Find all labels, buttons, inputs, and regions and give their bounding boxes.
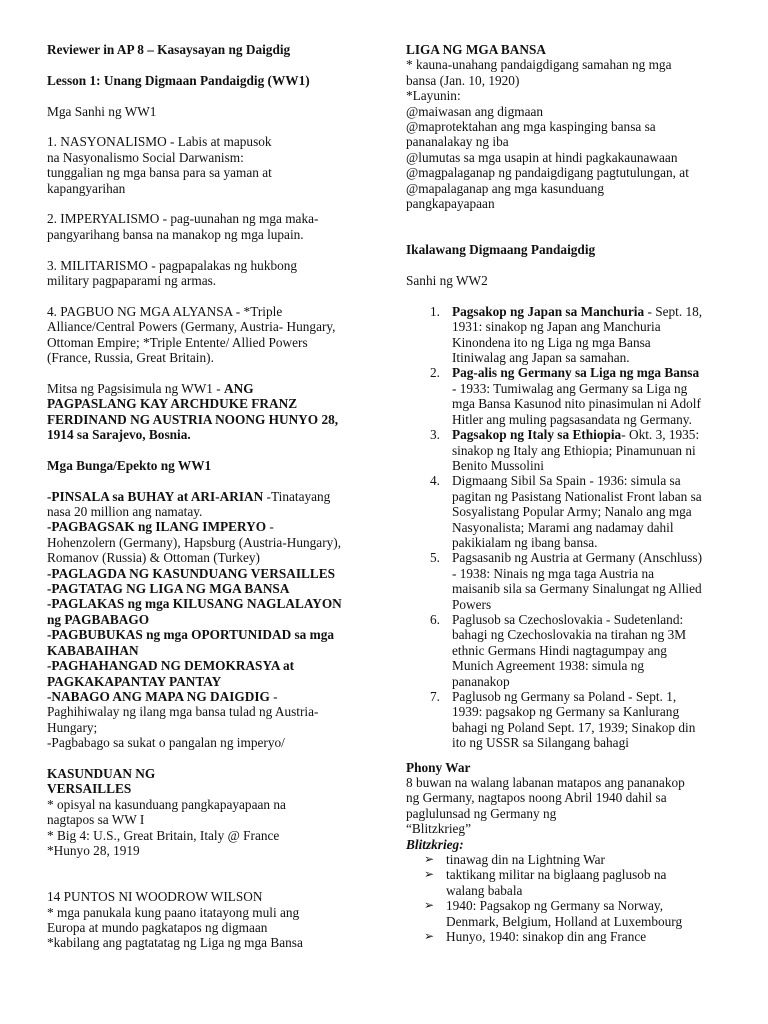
ww2-cause-item bbox=[406, 427, 728, 473]
effect-women: -PAGBUBUKAS ng mga OPORTUNIDAD sa mga KABABAIHAN bbox=[47, 627, 335, 658]
effect-empires bbox=[47, 519, 379, 565]
list-number: 7. bbox=[430, 689, 440, 704]
versailles-body: * opisyal na kasunduang pangkapayapaan na nagtapos sa WW I * Big 4: U.S., Great Britain, Italy @ France *Hunyo 28, 1919 bbox=[47, 796, 286, 858]
ww2-cause-text: Paglusob sa Czechoslovakia - Sudetenland: bahagi ng Czechoslovakia na tirahan ng 3M ethnic Germans Hindi nagtagumpay ang Munich Agreement 1938: simula ng pananakop bbox=[452, 611, 687, 689]
ww2-cause-item bbox=[406, 304, 728, 366]
list-number: 1. bbox=[430, 303, 440, 319]
effect-empires-title: -PAGBAGSAK ng ILANG IMPERYO bbox=[47, 519, 267, 535]
blitzkrieg-item bbox=[406, 852, 728, 867]
lesson-title: Lesson 1: Unang Digmaan Pandaigdig (WW1) bbox=[47, 72, 310, 88]
ww2-cause-title: Pagsakop ng Japan sa Manchuria bbox=[452, 303, 645, 319]
mitsa-event: ANG PAGPASLANG KAY ARCHDUKE FRANZ FERDINAND NG AUSTRIA NOONG HUNYO 28, 1914 sa Sarajevo, Bosnia. bbox=[47, 380, 339, 443]
mitsa-lead: Mitsa ng Pagsisimula ng WW1 - bbox=[47, 380, 225, 396]
blitzkrieg-item bbox=[406, 867, 728, 898]
ww2-causes-list bbox=[406, 304, 728, 751]
effect-map bbox=[47, 689, 379, 751]
ww2-cause-item bbox=[406, 365, 728, 427]
ww2-cause-item bbox=[406, 612, 728, 689]
left-column bbox=[47, 42, 379, 951]
blitzkrieg-item-text: tinawag din na Lightning War bbox=[446, 852, 605, 868]
blitzkrieg-item-text: Hunyo, 1940: sinakop din ang France bbox=[446, 929, 647, 945]
document-title: Reviewer in AP 8 – Kasaysayan ng Daigdig bbox=[47, 42, 291, 57]
phony-war-body: 8 buwan na walang labanan matapos ang pananakop ng Germany, nagtapos noong Abril 1940 dahil sa paglulunsad ng Germany ng “Blitzkrieg” bbox=[406, 775, 685, 837]
phony-war-heading: Phony War bbox=[406, 759, 471, 775]
blitzkrieg-item-text: 1940: Pagsakop ng Germany sa Norway, Denmark, Belgium, Holland at Luxembourg bbox=[446, 898, 683, 929]
liga-heading: LIGA NG MGA BANSA bbox=[406, 42, 547, 57]
list-number: 3. bbox=[430, 427, 440, 443]
effect-league: -PAGTATAG NG LIGA NG MGA BANSA bbox=[47, 581, 290, 597]
ww2-cause-title: Pag-alis ng Germany sa Liga ng mga Bansa bbox=[452, 365, 700, 381]
ww2-cause-text: - Sept. 18, 1931: sinakop ng Japan ang Manchuria Kinondena ito ng Liga ng mga Bansa Itiniwalag ang Japan sa samahan. bbox=[452, 303, 703, 366]
arrow-bullet-icon: ➢ bbox=[424, 929, 435, 944]
ww2-heading: Ikalawang Digmaang Pandaigdig bbox=[406, 242, 596, 258]
blitzkrieg-list bbox=[406, 852, 728, 944]
effect-damage-title: -PINSALA sa BUHAY at ARI-ARIAN bbox=[47, 488, 264, 504]
versailles-heading: KASUNDUAN NG VERSAILLES bbox=[47, 765, 156, 797]
blitzkrieg-heading: Blitzkrieg: bbox=[406, 836, 464, 852]
ww2-cause-text: Paglusob ng Germany sa Poland - Sept. 1, 1939: pagsakop ng Germany sa Kanlurang bahagi ng Poland Sept. 17, 1939; Sinakop din ito ng USSR sa Silangang bahagi bbox=[452, 689, 696, 751]
list-number: 6. bbox=[430, 611, 440, 627]
ww1-effects-heading: Mga Bunga/Epekto ng WW1 bbox=[47, 457, 212, 473]
cause-imperialism: 2. IMPERYALISMO - pag-uunahan ng mga maka- pangyarihang bansa na manakop ng mga lupain. bbox=[47, 211, 319, 242]
list-number: 4. bbox=[430, 473, 440, 489]
ww2-cause-text: - 1933: Tumiwalag ang Germany sa Liga ng mga Bansa Kasunod nito pinasimulan ni Adolf Hitler ang muling pagsasandata ng Germany. bbox=[452, 380, 701, 427]
mitsa-paragraph bbox=[47, 381, 379, 443]
ww2-cause-text: Digmaang Sibil Sa Spain - 1936: simula sa pagitan ng Pasistang Nationalist Front laban sa Sosyalistang Popular Army; Nanalo ang mga Nasyonalista; Marami ang nadamay dahil pakikialam ng ibang bansa. bbox=[452, 473, 702, 550]
ww2-cause-text: Pagsasanib ng Austria at Germany (Anschluss) - 1938: Ninais ng mga taga Austria na maisanib sila sa Germany Sinalungat ng Allied Powers bbox=[452, 550, 703, 612]
right-column bbox=[406, 42, 728, 945]
cause-alliances: 4. PAGBUO NG MGA ALYANSA - *Triple Alliance/Central Powers (Germany, Austria- Hungary, Ottoman Empire; *Triple Entente/ Allied Powers (France, Russia, Great Britain). bbox=[47, 303, 336, 366]
cause-militarism: 3. MILITARISMO - pagpapalakas ng hukbong military pagpaparami ng armas. bbox=[47, 257, 298, 289]
effect-damage-text: -Tinatayang nasa 20 million ang namatay. bbox=[47, 488, 331, 520]
ww2-cause-title: Pagsakop ng Italy sa Ethiopia bbox=[452, 427, 622, 443]
effect-map-title: -NABAGO ANG MAPA NG DAIGDIG bbox=[47, 688, 270, 704]
list-number: 2. bbox=[430, 365, 440, 381]
arrow-bullet-icon: ➢ bbox=[424, 867, 435, 882]
ww2-cause-item bbox=[406, 689, 728, 751]
wilson-body: * mga panukala kung paano itatayong muli ang Europa at mundo pagkatapos ng digmaan *kabilang ang pagtatatag ng Liga ng mga Bansa bbox=[47, 904, 303, 951]
effect-map-text: - Paghihiwalay ng ilang mga bansa tulad ng Austria- Hungary; -Pagbabago sa sukat o pangalan ng imperyo/ bbox=[47, 688, 319, 751]
effect-empires-text: - Hohenzolern (Germany), Hapsburg (Austria-Hungary), Romanov (Russia) & Ottoman (Turkey) bbox=[47, 519, 342, 566]
ww2-cause-text: - Okt. 3, 1935: sinakop ng Italy ang Ethiopia; Pinamunuan ni Benito Mussolini bbox=[452, 427, 700, 473]
effect-democracy: -PAGHAHANGAD NG DEMOKRASYA at PAGKAKAPANTAY PANTAY bbox=[47, 658, 295, 689]
wilson-heading: 14 PUNTOS NI WOODROW WILSON bbox=[47, 889, 263, 905]
liga-body: * kauna-unahang pandaigdigang samahan ng mga bansa (Jan. 10, 1920) *Layunin: @maiwasan ang digmaan @maprotektahan ang mga kaspinging bansa sa pananalakay ng iba @lumutas sa mga usapin at hindi pagkakaunawaan @magpalaganap ng pandaigdigang pagtutulungan, at @mapalaganap ang mga kasunduang pangkapayapaan bbox=[406, 57, 689, 212]
cause-nationalism: 1. NASYONALISMO - Labis at mapusok na Nasyonalismo Social Darwanism: tunggalian ng mga bansa para sa yaman at kapangyarihan bbox=[47, 134, 272, 196]
ww1-causes-heading: Mga Sanhi ng WW1 bbox=[47, 103, 157, 119]
effect-movements: -PAGLAKAS ng mga KILUSANG NAGLALAYON ng PAGBABAGO bbox=[47, 596, 342, 627]
effect-damage bbox=[47, 489, 379, 520]
blitzkrieg-item-text: taktikang militar na biglaang paglusob na walang babala bbox=[446, 867, 667, 898]
ww2-cause-item bbox=[406, 550, 728, 612]
list-number: 5. bbox=[430, 550, 440, 566]
blitzkrieg-item bbox=[406, 929, 728, 944]
effect-versailles: -PAGLAGDA NG KASUNDUANG VERSAILLES bbox=[47, 565, 336, 581]
blitzkrieg-item bbox=[406, 898, 728, 929]
arrow-bullet-icon: ➢ bbox=[424, 898, 435, 913]
arrow-bullet-icon: ➢ bbox=[424, 852, 435, 867]
ww2-causes-heading: Sanhi ng WW2 bbox=[406, 273, 488, 289]
ww2-cause-item bbox=[406, 473, 728, 550]
